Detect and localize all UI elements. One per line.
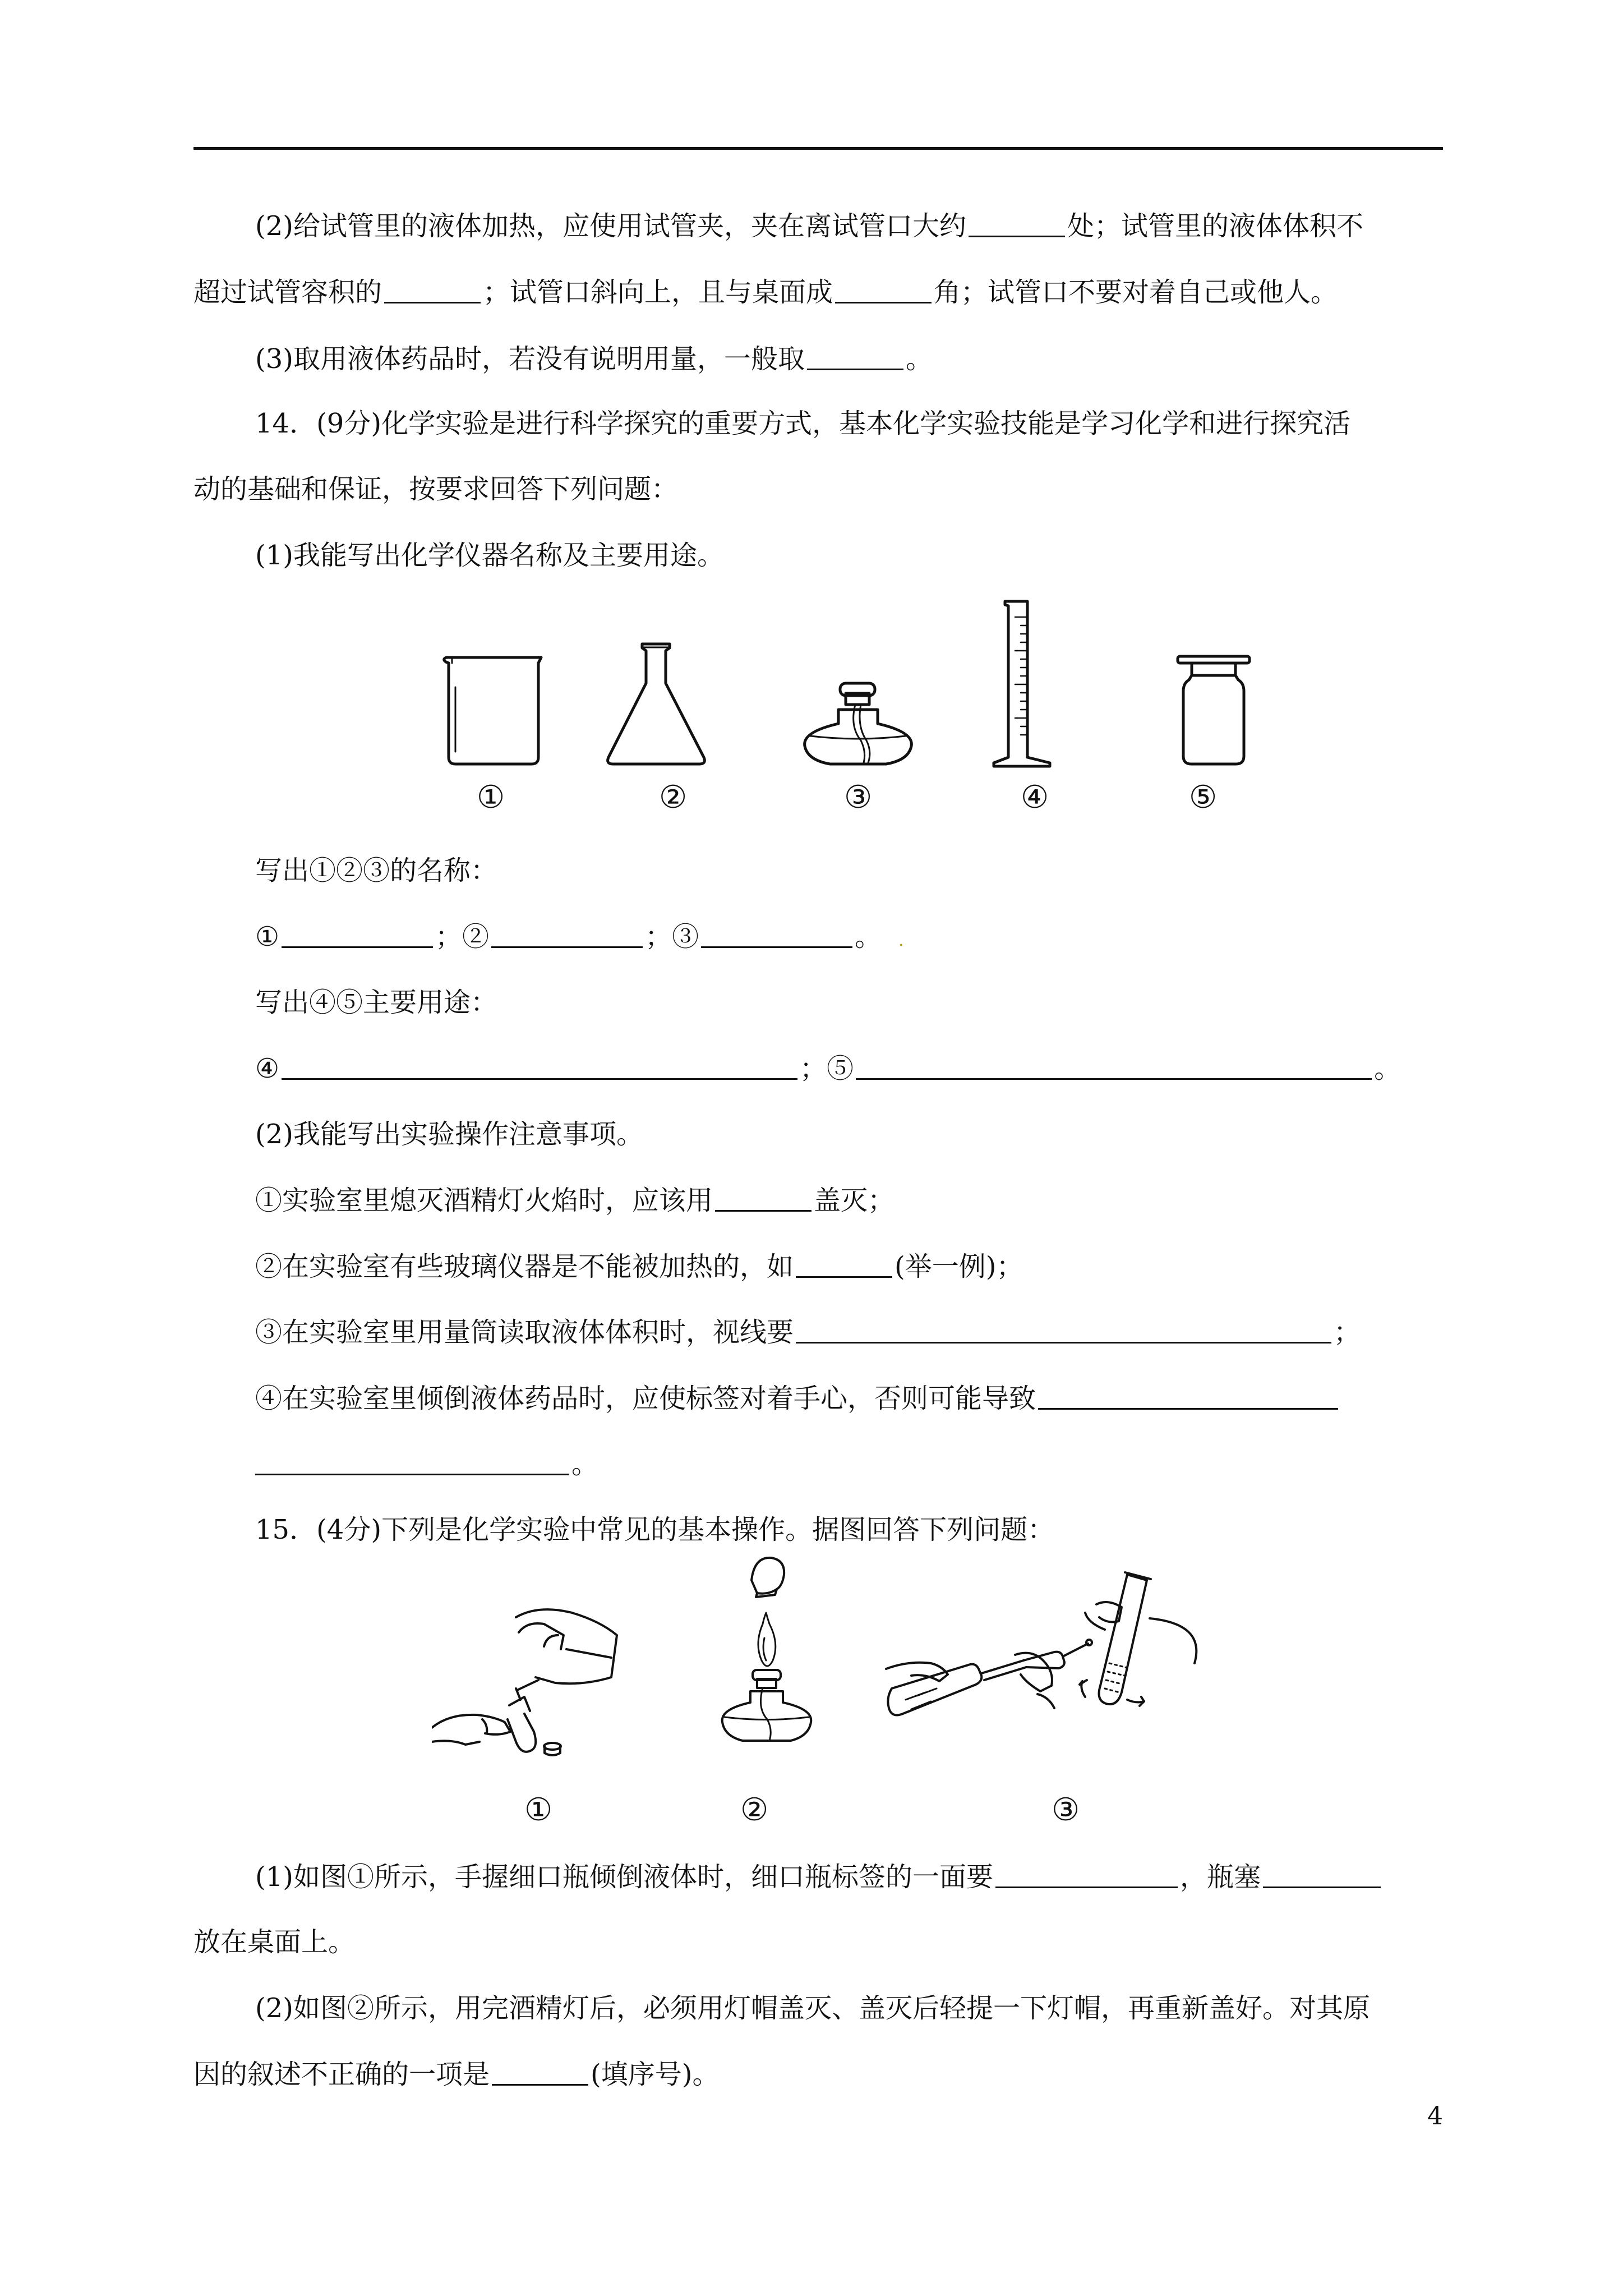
names-prompt: 写出①②③的名称： <box>255 855 498 886</box>
blank-unheatable[interactable] <box>796 1248 892 1278</box>
blank-use-5[interactable] <box>856 1050 1372 1080</box>
q14-sub1-title: (1)我能写出化学仪器名称及主要用途。 <box>255 540 724 571</box>
q14-item4-cont: 。 <box>0 1446 1623 1482</box>
uses-prompt: 写出④⑤主要用途： <box>255 987 498 1018</box>
operation-label-2: ② <box>740 1792 769 1828</box>
pouring-liquid-icon <box>432 1609 617 1755</box>
q14-item3: ③在实验室里用量筒读取液体体积时，视线要 ； <box>0 1314 1623 1350</box>
blank-name-3[interactable] <box>701 918 852 948</box>
q14-sub2-title: (2)我能写出实验操作注意事项。 <box>255 1119 643 1150</box>
q15-p2-line2: 因的叙述不正确的一项是 (填序号)。 <box>0 2056 1623 2092</box>
wide-mouth-bottle-icon <box>1178 656 1249 764</box>
operation-label-1: ① <box>524 1792 553 1828</box>
blank-consequence-cont[interactable] <box>255 1446 569 1475</box>
blank-consequence[interactable] <box>1038 1380 1338 1410</box>
apparatus-label-3: ③ <box>844 779 873 816</box>
blank-tilt-angle[interactable] <box>835 274 932 303</box>
alcohol-lamp-cap-icon <box>722 1558 811 1741</box>
blank-default-amount[interactable] <box>807 341 903 370</box>
operations-figure <box>432 1551 1273 1764</box>
operation-label-3: ③ <box>1052 1792 1080 1828</box>
conical-flask-icon <box>608 644 705 764</box>
q14-stem-line2: 动的基础和保证，按要求回答下列问题： <box>193 473 679 505</box>
page-number: 4 <box>1427 2102 1443 2131</box>
apparatus-label-5: ⑤ <box>1189 779 1218 816</box>
names-line: ① ；② ；③ 。 . <box>0 918 1623 959</box>
q13-p3: (3)取用液体药品时，若没有说明用量，一般取 。 <box>0 341 1623 377</box>
q15-p1: (1)如图①所示，手握细口瓶倾倒液体时，细口瓶标签的一面要 ，瓶塞 <box>0 1858 1623 1895</box>
q14-item1: ①实验室里熄灭酒精灯火焰时，应该用 盖灭； <box>0 1182 1623 1218</box>
blank-stopper[interactable] <box>1263 1858 1381 1888</box>
blank-clamp-position[interactable] <box>969 208 1065 237</box>
blank-name-2[interactable] <box>491 918 643 948</box>
q13-p2-line1: (2)给试管里的液体加热，应使用试管夹，夹在离试管口大约 处；试管里的液体体积不 <box>0 208 1623 244</box>
blank-incorrect-reason[interactable] <box>492 2056 588 2086</box>
alcohol-lamp-icon <box>805 683 912 764</box>
stray-dot: . <box>898 931 904 950</box>
header-rule <box>193 147 1443 150</box>
uses-line: ④ ；⑤ 。 <box>0 1050 1623 1087</box>
blank-label-facing[interactable] <box>995 1858 1178 1888</box>
q15-stem: 15．(4分)下列是化学实验中常见的基本操作。据图回答下列问题： <box>255 1514 1055 1545</box>
dropper-test-tube-icon <box>886 1572 1196 1715</box>
apparatus-label-4: ④ <box>1021 779 1049 816</box>
blank-extinguish[interactable] <box>715 1182 811 1212</box>
graduated-cylinder-icon <box>994 601 1050 766</box>
q15-p1-line2: 放在桌面上。 <box>193 1926 356 1958</box>
q13-p2-line2: 超过试管容积的 ；试管口斜向上，且与桌面成 角；试管口不要对着自己或他人。 <box>0 274 1623 310</box>
apparatus-figure <box>426 589 1267 774</box>
beaker-icon <box>444 657 541 764</box>
apparatus-label-1: ① <box>477 779 505 816</box>
apparatus-label-2: ② <box>659 779 688 816</box>
blank-name-1[interactable] <box>282 918 433 948</box>
blank-liquid-volume[interactable] <box>384 274 481 303</box>
blank-sightline[interactable] <box>796 1314 1331 1343</box>
blank-use-4[interactable] <box>282 1050 797 1080</box>
q14-stem-line1: 14．(9分)化学实验是进行科学探究的重要方式，基本化学实验技能是学习化学和进行探究活 <box>255 408 1351 439</box>
q14-item4: ④在实验室里倾倒液体药品时，应使标签对着手心，否则可能导致 <box>0 1380 1623 1416</box>
q15-p2-line1: (2)如图②所示，用完酒精灯后，必须用灯帽盖灭、盖灭后轻提一下灯帽，再重新盖好。对其原 <box>255 1993 1370 2024</box>
q14-item2: ②在实验室有些玻璃仪器是不能被加热的，如 (举一例)； <box>0 1248 1623 1285</box>
